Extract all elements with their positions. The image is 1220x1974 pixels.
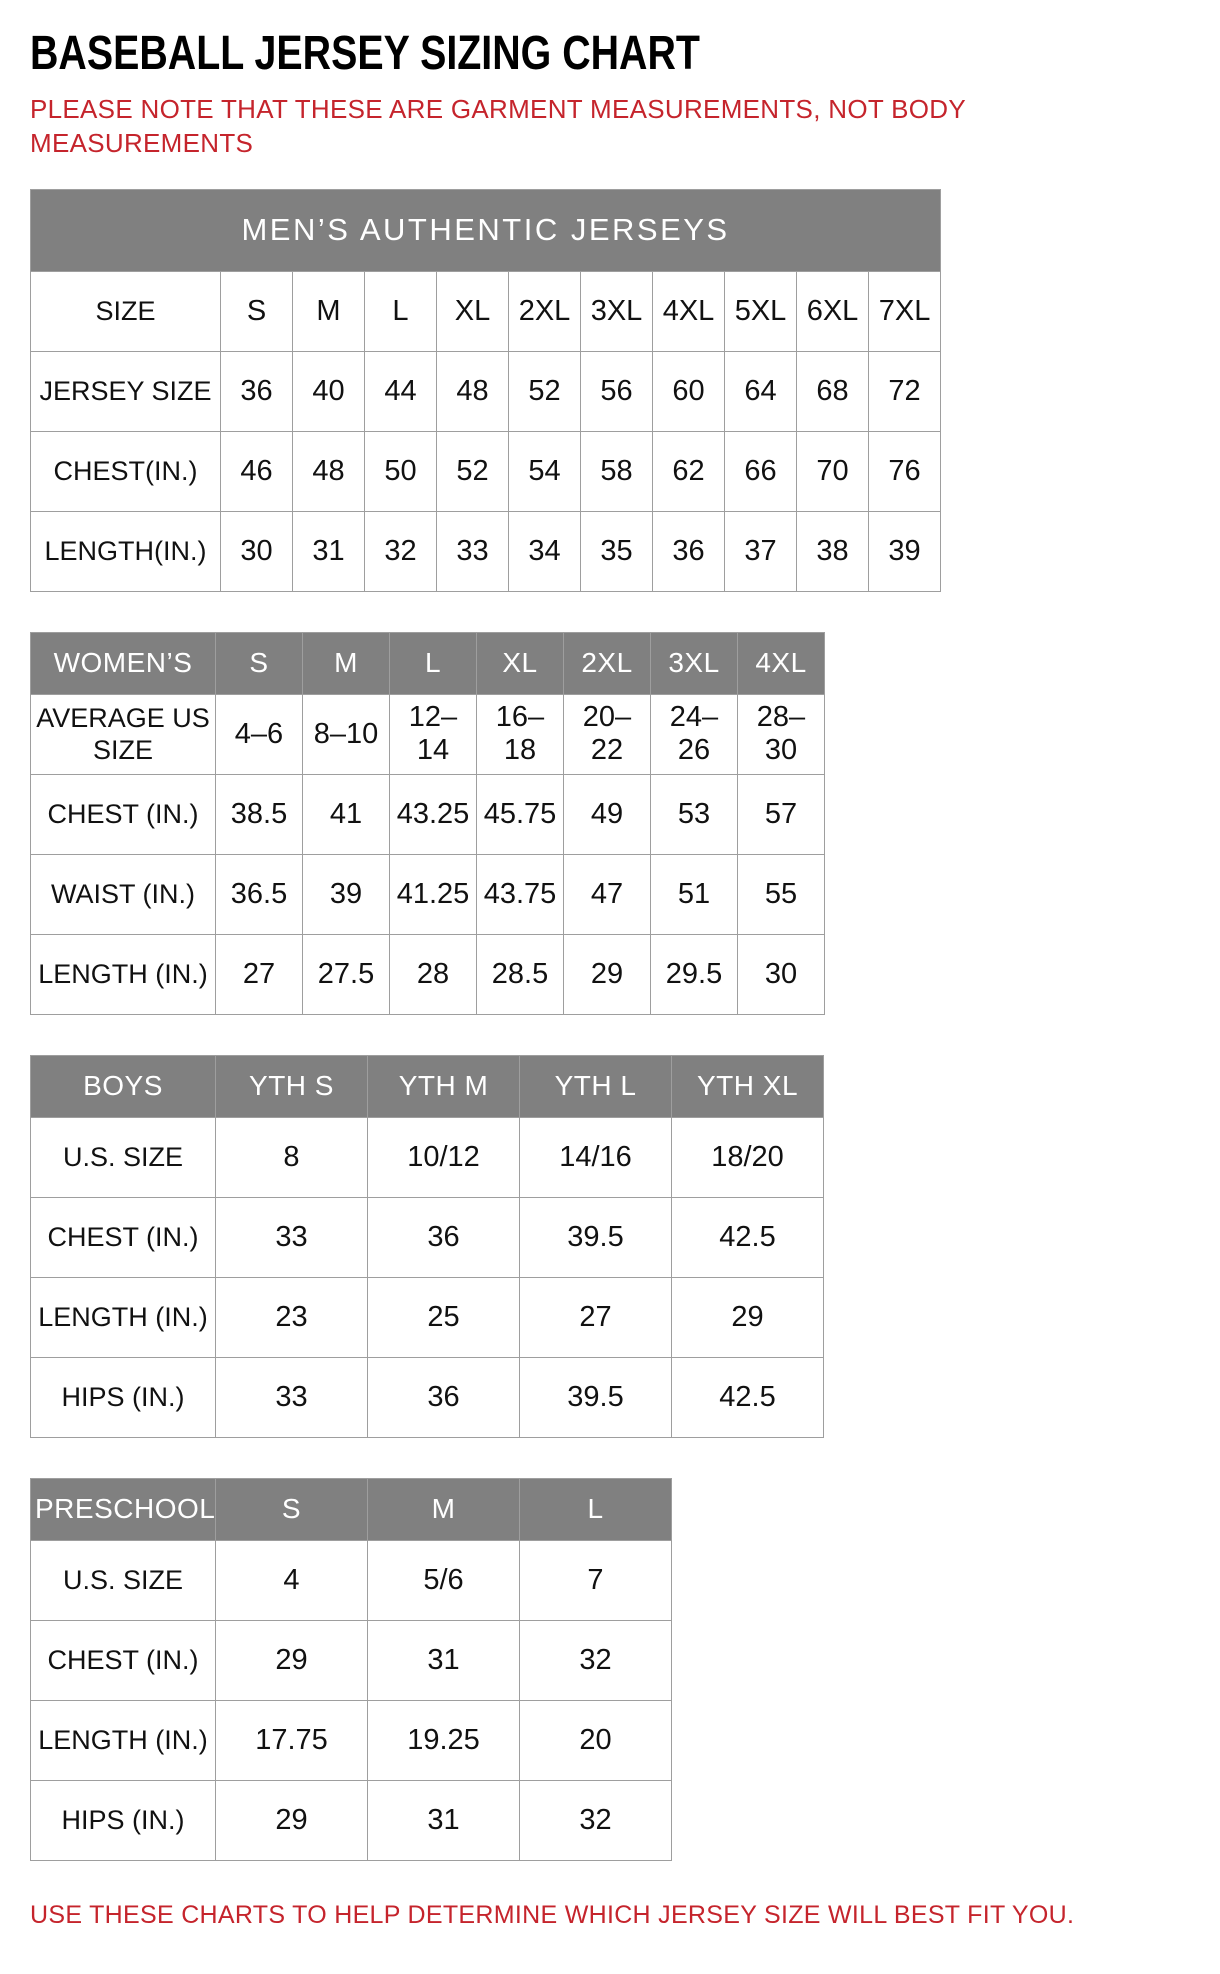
value-cell: 4XL — [653, 271, 725, 351]
table-row — [31, 934, 825, 1014]
row-label: JERSEY SIZE — [31, 351, 221, 431]
table-header-cell: YTH M — [368, 1055, 520, 1117]
value-cell: 29 — [216, 1780, 368, 1860]
value-cell: 27.5 — [303, 934, 390, 1014]
value-cell: 44 — [365, 351, 437, 431]
row-label: LENGTH (IN.) — [31, 934, 216, 1014]
page-title: BASEBALL JERSEY SIZING CHART — [30, 27, 700, 80]
table-header-label: BOYS — [31, 1055, 216, 1117]
value-cell: 70 — [797, 431, 869, 511]
value-cell: 27 — [216, 934, 303, 1014]
table-header-label: PRESCHOOL — [31, 1478, 216, 1540]
table-header-row — [31, 1478, 672, 1540]
table-row — [31, 511, 941, 591]
value-cell: 31 — [368, 1620, 520, 1700]
value-cell: 68 — [797, 351, 869, 431]
table-header-cell: S — [216, 1478, 368, 1540]
value-cell: 57 — [738, 774, 825, 854]
row-label: CHEST (IN.) — [31, 774, 216, 854]
value-cell: 37 — [725, 511, 797, 591]
table-row — [31, 1277, 824, 1357]
table-row — [31, 1357, 824, 1437]
value-cell: 8–10 — [303, 694, 390, 774]
value-cell: 38.5 — [216, 774, 303, 854]
table-row — [31, 1700, 672, 1780]
value-cell: 38 — [797, 511, 869, 591]
value-cell: 20 — [520, 1700, 672, 1780]
value-cell: 8 — [216, 1117, 368, 1197]
value-cell: 17.75 — [216, 1700, 368, 1780]
value-cell: 31 — [293, 511, 365, 591]
value-cell: 30 — [738, 934, 825, 1014]
value-cell: 33 — [216, 1357, 368, 1437]
value-cell: 23 — [216, 1277, 368, 1357]
value-cell: 27 — [520, 1277, 672, 1357]
value-cell: 28 — [390, 934, 477, 1014]
table-header-cell: YTH XL — [672, 1055, 824, 1117]
value-cell: 43.25 — [390, 774, 477, 854]
value-cell: 31 — [368, 1780, 520, 1860]
table-header-row — [31, 1055, 824, 1117]
value-cell: 28–30 — [738, 694, 825, 774]
value-cell: 39.5 — [520, 1197, 672, 1277]
value-cell: 33 — [216, 1197, 368, 1277]
value-cell: 51 — [651, 854, 738, 934]
table-row — [31, 774, 825, 854]
value-cell: 29 — [216, 1620, 368, 1700]
value-cell: 46 — [221, 431, 293, 511]
value-cell: 7 — [520, 1540, 672, 1620]
value-cell: 4–6 — [216, 694, 303, 774]
table-row — [31, 694, 825, 774]
value-cell: 20–22 — [564, 694, 651, 774]
value-cell: 16–18 — [477, 694, 564, 774]
value-cell: 62 — [653, 431, 725, 511]
value-cell: M — [293, 271, 365, 351]
table-header-cell: 2XL — [564, 632, 651, 694]
row-label: LENGTH (IN.) — [31, 1700, 216, 1780]
value-cell: 55 — [738, 854, 825, 934]
row-label: HIPS (IN.) — [31, 1780, 216, 1860]
value-cell: 36 — [368, 1197, 520, 1277]
table-banner-row — [31, 189, 941, 271]
mens-sizing-table — [30, 189, 941, 592]
table-header-cell: 4XL — [738, 632, 825, 694]
value-cell: 33 — [437, 511, 509, 591]
value-cell: 7XL — [869, 271, 941, 351]
value-cell: 2XL — [509, 271, 581, 351]
value-cell: 56 — [581, 351, 653, 431]
table-row — [31, 271, 941, 351]
value-cell: 32 — [520, 1620, 672, 1700]
value-cell: 50 — [365, 431, 437, 511]
value-cell: 39 — [869, 511, 941, 591]
row-label: U.S. SIZE — [31, 1540, 216, 1620]
row-label: U.S. SIZE — [31, 1117, 216, 1197]
row-label: CHEST(IN.) — [31, 431, 221, 511]
table-header-cell: L — [390, 632, 477, 694]
value-cell: 24–26 — [651, 694, 738, 774]
boys-sizing-table — [30, 1055, 824, 1438]
table-row — [31, 1197, 824, 1277]
value-cell: 18/20 — [672, 1117, 824, 1197]
row-label: HIPS (IN.) — [31, 1357, 216, 1437]
value-cell: 36 — [368, 1357, 520, 1437]
value-cell: 14/16 — [520, 1117, 672, 1197]
table-header-cell: YTH S — [216, 1055, 368, 1117]
value-cell: 5XL — [725, 271, 797, 351]
value-cell: S — [221, 271, 293, 351]
table-header-cell: M — [368, 1478, 520, 1540]
value-cell: 32 — [520, 1780, 672, 1860]
table-row — [31, 1620, 672, 1700]
value-cell: 36.5 — [216, 854, 303, 934]
value-cell: 28.5 — [477, 934, 564, 1014]
row-label: LENGTH (IN.) — [31, 1277, 216, 1357]
garment-measurement-note: PLEASE NOTE THAT THESE ARE GARMENT MEASUREMENTS, NOT BODY MEASUREMENTS — [30, 94, 966, 158]
value-cell: 25 — [368, 1277, 520, 1357]
value-cell: 52 — [509, 351, 581, 431]
preschool-sizing-table — [30, 1478, 672, 1861]
row-label: CHEST (IN.) — [31, 1197, 216, 1277]
value-cell: 39.5 — [520, 1357, 672, 1437]
value-cell: 39 — [303, 854, 390, 934]
value-cell: 4 — [216, 1540, 368, 1620]
table-header-row — [31, 632, 825, 694]
value-cell: L — [365, 271, 437, 351]
table-row — [31, 1540, 672, 1620]
table-header-cell: M — [303, 632, 390, 694]
value-cell: 64 — [725, 351, 797, 431]
value-cell: 76 — [869, 431, 941, 511]
table-row — [31, 431, 941, 511]
table-header-cell: YTH L — [520, 1055, 672, 1117]
value-cell: 36 — [653, 511, 725, 591]
value-cell: 29.5 — [651, 934, 738, 1014]
table-header-label: WOMEN’S — [31, 632, 216, 694]
value-cell: 19.25 — [368, 1700, 520, 1780]
row-label: LENGTH(IN.) — [31, 511, 221, 591]
value-cell: 41 — [303, 774, 390, 854]
value-cell: 66 — [725, 431, 797, 511]
table-header-cell: XL — [477, 632, 564, 694]
value-cell: 30 — [221, 511, 293, 591]
value-cell: 5/6 — [368, 1540, 520, 1620]
value-cell: 48 — [437, 351, 509, 431]
value-cell: 45.75 — [477, 774, 564, 854]
value-cell: 47 — [564, 854, 651, 934]
table-row — [31, 854, 825, 934]
value-cell: 41.25 — [390, 854, 477, 934]
row-label: SIZE — [31, 271, 221, 351]
footer-note: USE THESE CHARTS TO HELP DETERMINE WHICH JERSEY SIZE WILL BEST FIT YOU. — [30, 1900, 1075, 1929]
value-cell: 58 — [581, 431, 653, 511]
value-cell: 42.5 — [672, 1197, 824, 1277]
table-header-cell: 3XL — [651, 632, 738, 694]
value-cell: 60 — [653, 351, 725, 431]
value-cell: 6XL — [797, 271, 869, 351]
value-cell: 40 — [293, 351, 365, 431]
value-cell: 48 — [293, 431, 365, 511]
table-header-cell: S — [216, 632, 303, 694]
table-row — [31, 1117, 824, 1197]
row-label: CHEST (IN.) — [31, 1620, 216, 1700]
value-cell: 12–14 — [390, 694, 477, 774]
table-banner: MEN’S AUTHENTIC JERSEYS — [31, 189, 941, 271]
value-cell: 10/12 — [368, 1117, 520, 1197]
value-cell: 34 — [509, 511, 581, 591]
value-cell: 35 — [581, 511, 653, 591]
value-cell: 43.75 — [477, 854, 564, 934]
value-cell: 29 — [564, 934, 651, 1014]
value-cell: 54 — [509, 431, 581, 511]
row-label: WAIST (IN.) — [31, 854, 216, 934]
table-row — [31, 351, 941, 431]
value-cell: 53 — [651, 774, 738, 854]
value-cell: 36 — [221, 351, 293, 431]
value-cell: 3XL — [581, 271, 653, 351]
value-cell: 49 — [564, 774, 651, 854]
value-cell: 29 — [672, 1277, 824, 1357]
value-cell: 52 — [437, 431, 509, 511]
row-label: AVERAGE US SIZE — [31, 694, 216, 774]
womens-sizing-table — [30, 632, 825, 1015]
value-cell: 42.5 — [672, 1357, 824, 1437]
value-cell: XL — [437, 271, 509, 351]
table-row — [31, 1780, 672, 1860]
table-header-cell: L — [520, 1478, 672, 1540]
value-cell: 72 — [869, 351, 941, 431]
value-cell: 32 — [365, 511, 437, 591]
